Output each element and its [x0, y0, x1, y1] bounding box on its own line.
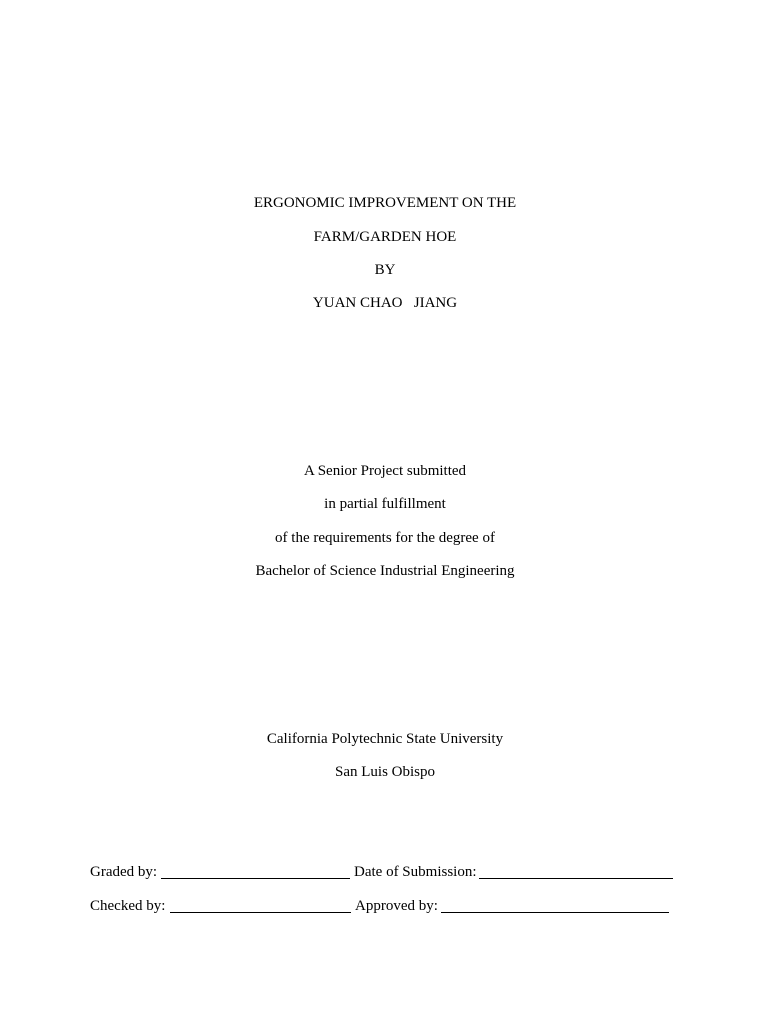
submission-line-1: A Senior Project submitted: [303, 463, 467, 479]
submission-line-3: of the requirements for the degree of: [275, 530, 495, 546]
project-title-line-2: FARM/GARDEN HOE: [313, 229, 457, 245]
project-title-line-1: ERGONOMIC IMPROVEMENT ON THE: [253, 195, 517, 211]
graded-by-blank[interactable]: [161, 878, 350, 879]
degree-name: Bachelor of Science Industrial Engineering: [255, 563, 515, 579]
date-of-submission-label: Date of Submission:: [354, 864, 477, 880]
university-name: California Polytechnic State University: [266, 731, 504, 747]
approved-by-blank[interactable]: [441, 912, 669, 913]
graded-by-label: Graded by:: [90, 864, 158, 880]
checked-by-blank[interactable]: [170, 912, 351, 913]
university-location: San Luis Obispo: [334, 764, 435, 780]
checked-by-label: Checked by:: [90, 898, 166, 914]
signature-row-1: [90, 863, 680, 881]
approved-by-label: Approved by:: [355, 898, 438, 914]
submission-line-2: in partial fulfillment: [324, 496, 446, 512]
by-label: BY: [374, 262, 396, 278]
signature-row-2: [90, 897, 680, 915]
author-name: YUAN CHAO JIANG: [312, 295, 458, 311]
date-of-submission-blank[interactable]: [479, 878, 673, 879]
